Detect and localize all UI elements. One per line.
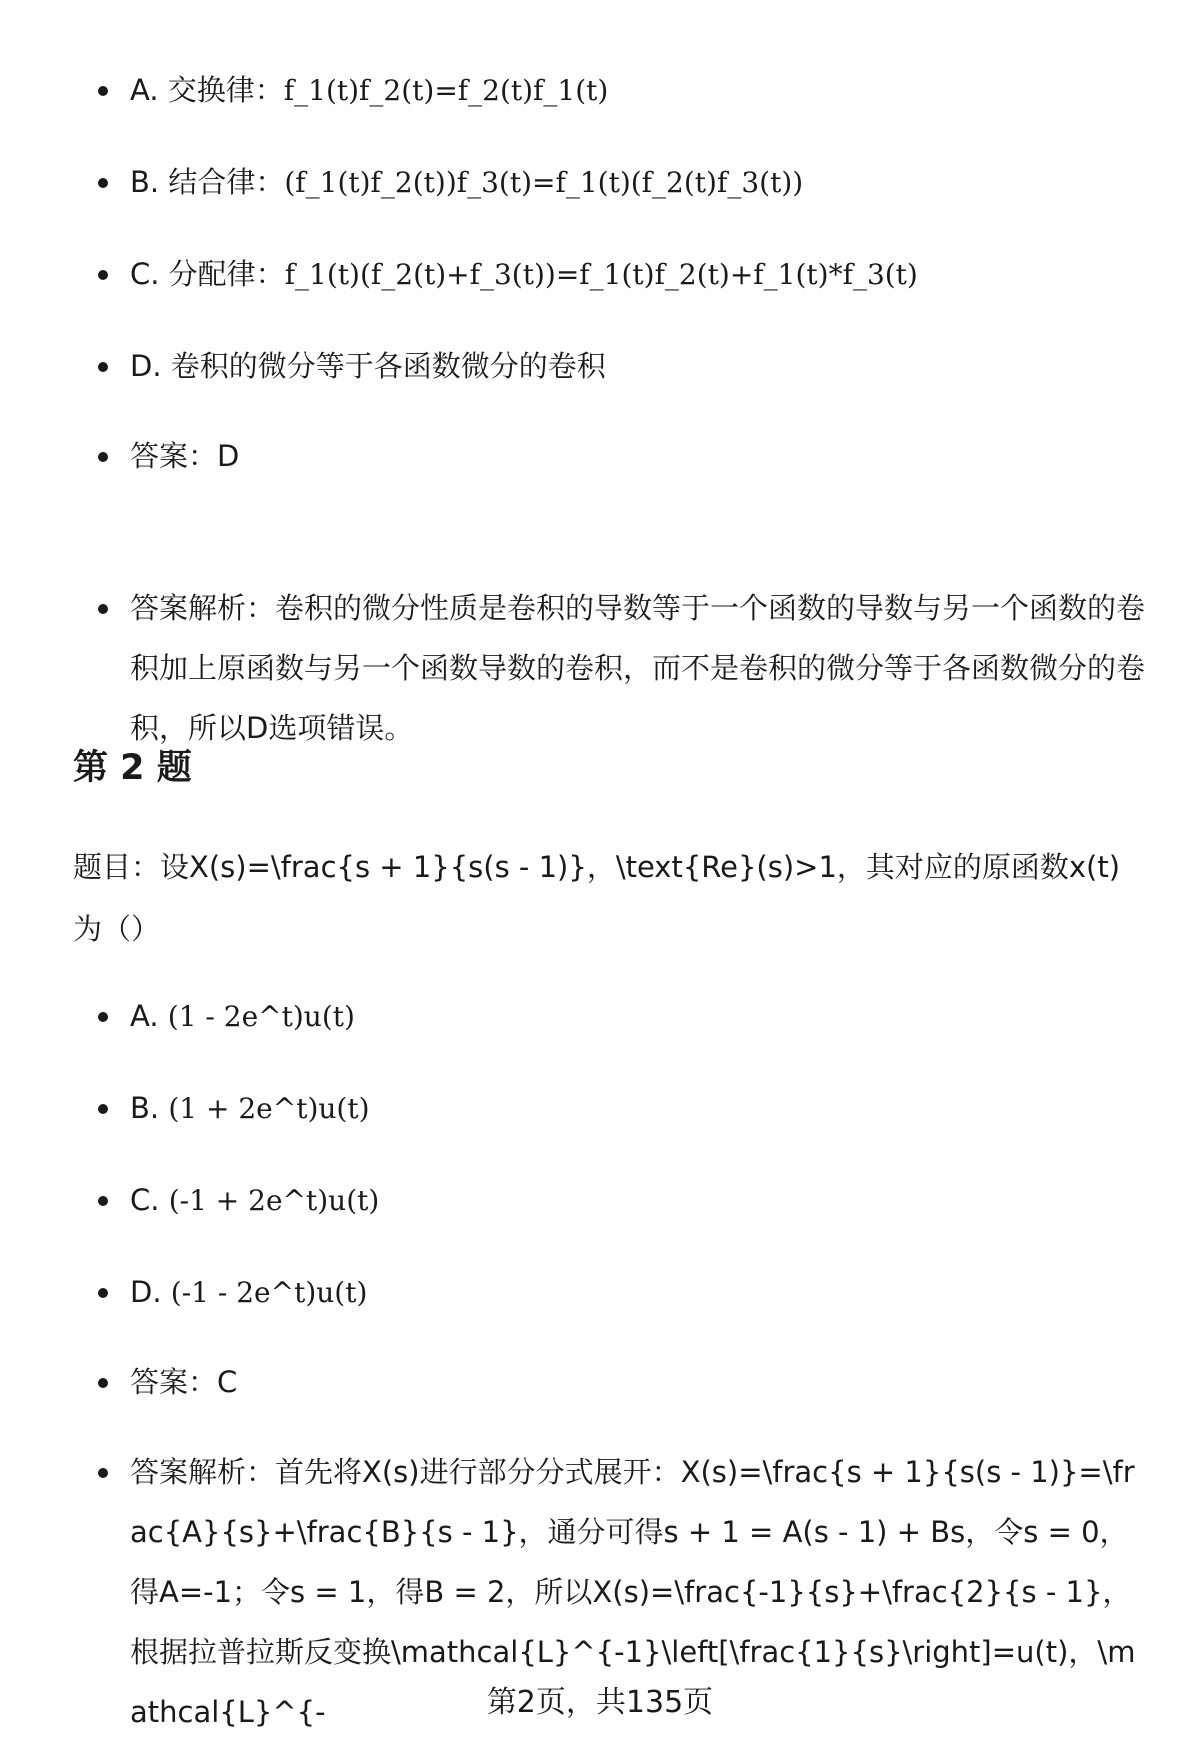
- q1-option-b: [0, 152, 1200, 213]
- option-formula: f_1(t)(f_2(t)+f_3(t))=f_1(t)f_2(t)+f_1(t)*f_3(t): [284, 258, 918, 291]
- q2-option-a: [0, 986, 1200, 1047]
- option-prefix: D. 卷积的微分等于各函数微分的卷积: [130, 349, 606, 383]
- option-prefix: B.: [130, 1091, 169, 1125]
- option-prefix: B. 结合律：: [130, 165, 285, 199]
- option-prefix: D.: [130, 1275, 171, 1309]
- q1-option-d: [0, 336, 1200, 397]
- option-formula: (1 + 2e^t)u(t): [168, 1092, 370, 1125]
- option-prefix: A. 交换律：: [130, 73, 284, 107]
- question-2-heading: 第 2 题: [73, 748, 192, 788]
- q2-option-c: [0, 1170, 1200, 1231]
- option-prefix: A.: [130, 999, 168, 1033]
- q1-option-a: [0, 60, 1200, 121]
- q2-answer: 答案：C: [0, 1352, 1200, 1412]
- q2-option-d: [0, 1262, 1200, 1323]
- option-formula: f_1(t)f_2(t)=f_2(t)f_1(t): [283, 74, 609, 107]
- question-2-stem: 题目：设X(s)=\frac{s + 1}{s(s - 1)}，\text{Re}(s)>1，其对应的原函数x(t)为（）: [73, 850, 1121, 946]
- q1-analysis: 答案解析：卷积的微分性质是卷积的导数等于一个函数的导数与另一个函数的卷积加上原函数与另一个函数导数的卷积，而不是卷积的微分等于各函数微分的卷积，所以D选项错误。: [0, 578, 1200, 758]
- option-formula: (-1 + 2e^t)u(t): [168, 1184, 380, 1217]
- option-prefix: C.: [130, 1183, 169, 1217]
- page-footer: 第2页，共135页: [486, 1685, 714, 1720]
- q1-answer: 答案：D: [0, 426, 1200, 486]
- q2-analysis: 答案解析：首先将X(s)进行部分分式展开：X(s)=\frac{s + 1}{s(s - 1)}=\frac{A}{s}+\frac{B}{s - 1}，通分可得s + 1 = A(s - 1) + Bs，令s = 0，得A=-1；令s = 1，得B = 2，所以X(s)=\frac{-1}{s}+\frac{2}{s - 1}，根据拉普拉斯反变换\mathcal{L}^{-1}\left[\frac{1}{s}\right]=u(t)，\mathcal{L}^{-: [0, 1442, 1200, 1742]
- option-prefix: C. 分配律：: [130, 257, 285, 291]
- q1-option-c: [0, 244, 1200, 305]
- option-formula: (-1 - 2e^t)u(t): [170, 1276, 368, 1309]
- option-formula: (1 - 2e^t)u(t): [167, 1000, 355, 1033]
- option-formula: (f_1(t)f_2(t))f_3(t)=f_1(t)(f_2(t)f_3(t)): [284, 166, 804, 199]
- q2-option-b: [0, 1078, 1200, 1139]
